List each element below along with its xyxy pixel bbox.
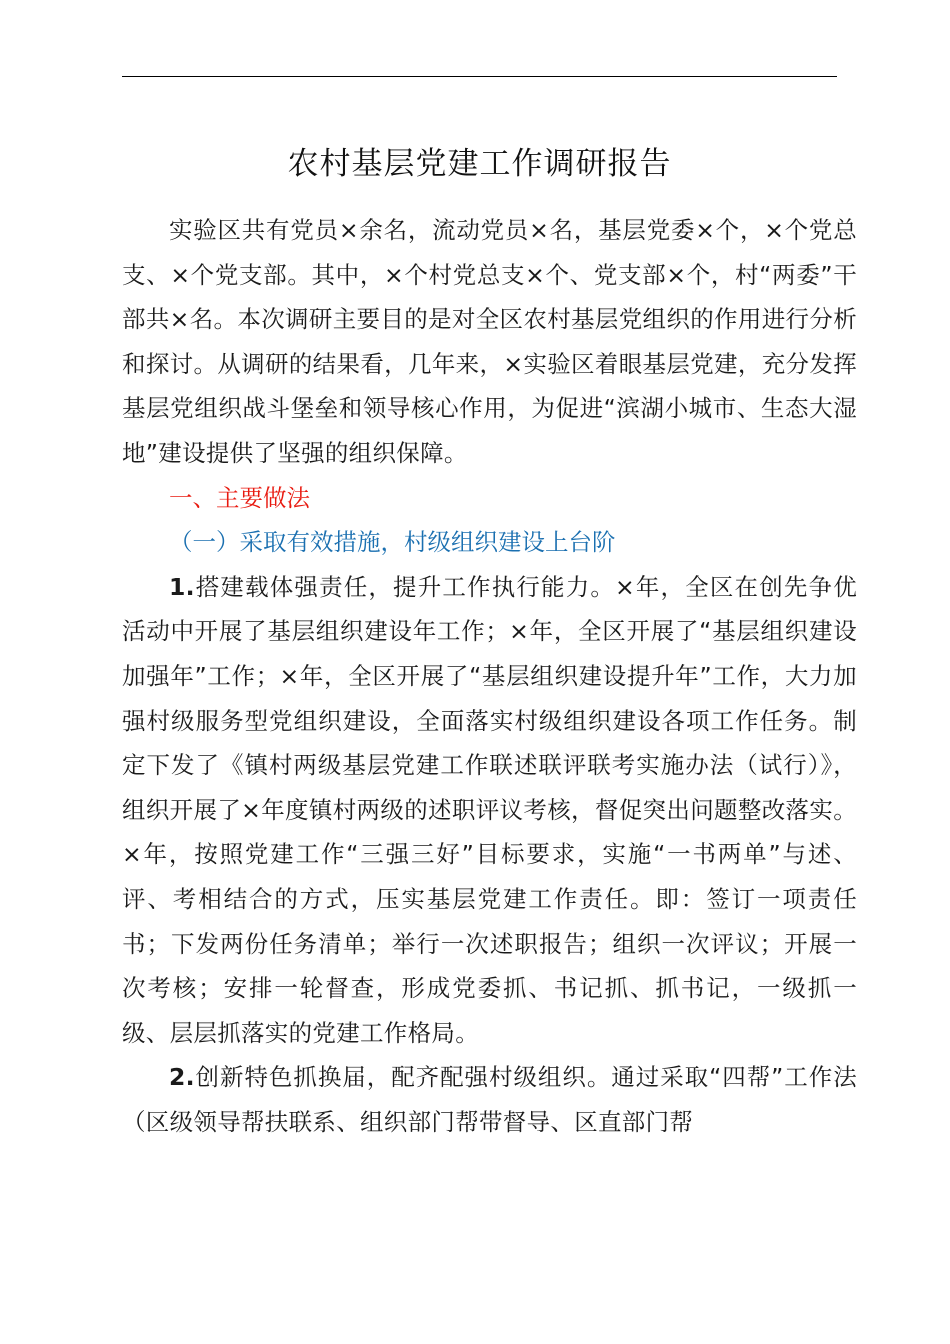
section-heading: 一、主要做法 — [169, 483, 310, 512]
item-paragraph-1 — [122, 565, 857, 1056]
item-text: 创新特色抓换届，配齐配强村级组织。通过采取“四帮”工作法（区级领导帮扶联系、组织部门帮带督导、区直部门帮 — [122, 1063, 857, 1136]
subsection-heading: （一）采取有效措施，村级组织建设上台阶 — [169, 528, 616, 557]
intro-paragraph: 实验区共有党员×余名，流动党员×名，基层党委×个，×个党总支、×个党支部。其中，×个村党总支×个、党支部×个，村“两委”干部共×名。本次调研主要目的是对全区农村基层党组织的作用进行分析和探讨。从调研的结果看，几年来，×实验区着眼基层党建，充分发挥基层党组织战斗堡垒和领导核心作用，为促进“滨湖小城市、生态大湿地”建设提供了坚强的组织保障。 — [122, 216, 857, 467]
document-title: 农村基层党建工作调研报告 — [287, 146, 672, 182]
item-number: 1. — [169, 572, 195, 601]
document-body — [122, 208, 857, 1144]
item-paragraph-2 — [122, 1055, 857, 1144]
item-number: 2. — [169, 1063, 195, 1092]
item-text: 搭建载体强责任，提升工作执行能力。×年，全区在创先争优活动中开展了基层组织建设年工作；×年，全区开展了“基层组织建设加强年”工作；×年，全区开展了“基层组织建设提升年”工作，大力加强村级服务型党组织建设，全面落实村级组织建设各项工作任务。制定下发了《镇村两级基层党建工作联述联评联考实施办法（试行）》，组织开展了×年度镇村两级的述职评议考核，督促突出问题整改落实。×年，按照党建工作“三强三好”目标要求，实施“一书两单”与述、评、考相结合的方式，压实基层党建工作责任。即：签订一项责任书；下发两份任务清单；举行一次述职报告；组织一次评议；开展一次考核；安排一轮督查，形成党委抓、书记抓、抓书记，一级抓一级、层层抓落实的党建工作格局。 — [122, 572, 857, 1047]
header-rule — [122, 76, 837, 77]
